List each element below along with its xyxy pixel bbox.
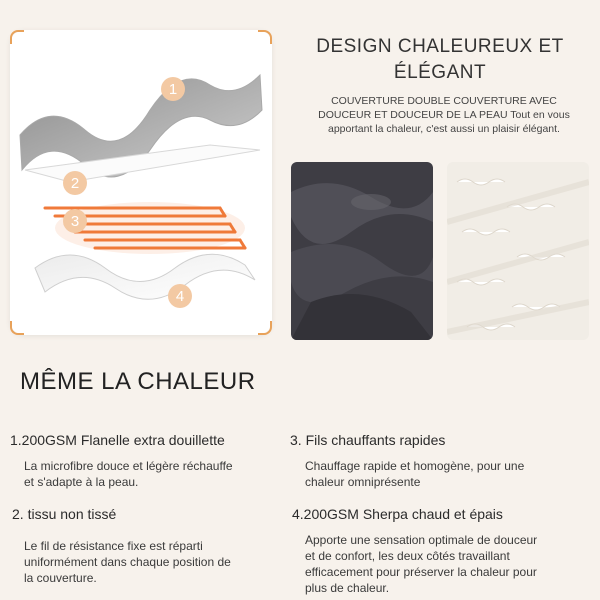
layers-illustration bbox=[10, 30, 272, 335]
design-title: DESIGN CHALEUREUX ET ÉLÉGANT bbox=[316, 36, 564, 83]
layer-number-3: 3 bbox=[70, 213, 80, 230]
feature-4-description: Apporte une sensation optimale de douceur et de confort, les deux côtés travaillant efficacement pour préserver la chaleur pour plus de chaleur. bbox=[305, 533, 538, 595]
layer-number-1: 1 bbox=[168, 81, 178, 98]
feature-3-title: 3. Fils chauffants rapides bbox=[290, 432, 446, 448]
design-description: COUVERTURE DOUBLE COUVERTURE AVEC DOUCEUR ET DOUCEUR DE LA PEAU Tout en vous apportant la chaleur, c'est aussi un plaisir élégant. bbox=[318, 95, 570, 135]
feature-4-title: 4.200GSM Sherpa chaud et épais bbox=[292, 506, 503, 522]
layer-sherpa bbox=[35, 254, 255, 299]
feature-2-description: Le fil de résistance fixe est réparti uniformément dans chaque position de la couverture. bbox=[24, 539, 231, 585]
feature-1-description: La microfibre douce et légère réchauffe et s'adapte à la peau. bbox=[24, 459, 233, 489]
feature-2-title: 2. tissu non tissé bbox=[12, 506, 117, 522]
layers-diagram-card bbox=[10, 30, 272, 335]
flannel-photo bbox=[291, 162, 433, 340]
feature-1-title: 1.200GSM Flanelle extra douillette bbox=[10, 432, 225, 448]
feature-3-description: Chauffage rapide et homogène, pour une chaleur omniprésente bbox=[305, 459, 525, 489]
layer-number-4: 4 bbox=[175, 288, 185, 305]
layer-number-2: 2 bbox=[70, 175, 80, 192]
main-title: MÊME LA CHALEUR bbox=[20, 368, 256, 395]
sherpa-photo bbox=[447, 162, 589, 340]
